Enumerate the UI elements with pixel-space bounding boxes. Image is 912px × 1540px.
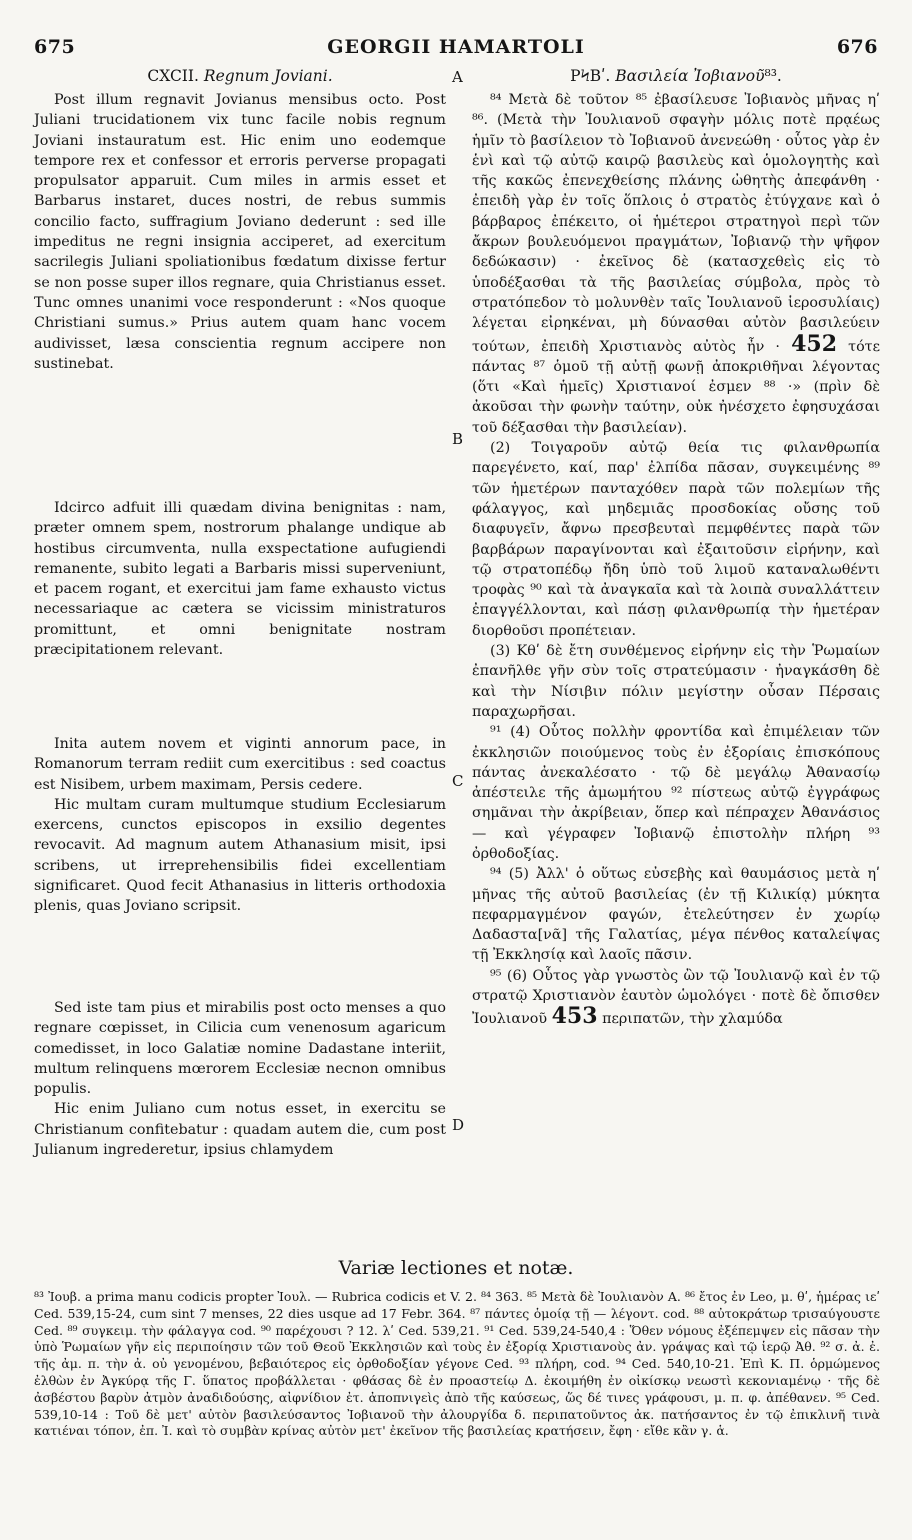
margin-letter-a: A bbox=[452, 68, 463, 86]
margin-letter-b: B bbox=[452, 430, 464, 448]
page-number-left: 675 bbox=[34, 36, 76, 58]
margin-letter-c: C bbox=[452, 772, 464, 790]
greek-paragraph-3: (3) Κθʹ δὲ ἔτη συνθέμενος εἰρήνην εἰς τὴν Ῥωμαίων ἐπανῆλθε γῆν σὺν τοῖς στρατεύμασιν · ἠναγκάσθη δὲ καὶ τὴν Νίσιβιν πόλιν μεγίστην οὖσαν Πέρσαις παραχωρῆσαι. bbox=[472, 643, 880, 720]
notes-title: Variæ lectiones et notæ. bbox=[338, 1257, 574, 1279]
greek-paragraph-6-b: περιπατῶν, τὴν χλαμύδα bbox=[602, 1011, 783, 1028]
pagination-marker-453: 453 bbox=[551, 1003, 598, 1030]
latin-paragraph-3: Inita autem novem et viginti annorum pace, in Romanorum terram rediit cum exercitibus : sed coactus est Nisibem, urbem maximam, Persis cedere. bbox=[34, 736, 446, 793]
latin-paragraph-6: Hic enim Juliano cum notus esset, in exercitu se Christianum confitebatur : quadam autem die, cum post Julianum ingrederetur, ipsius chlamydem bbox=[34, 1101, 446, 1159]
greek-paragraph-4: ⁹¹ (4) Οὗτος πολλὴν φροντίδα καὶ ἐπιμέλειαν τῶν ἐκκλησιῶν ποιούμενος τοὺς ἐν ἐξορίαις ἐπισκόπους πάντας ἀνεκαλέσατο · τῷ δὲ μεγάλῳ Ἀθανασίῳ ἀπέστειλε τῆς ἀμωμήτου ⁹² πίστεως αὐτῷ ἐγγράφως σημᾶναι τὴν ἀκρίβειαν, ὅπερ καὶ πέπραχεν Ἀθανάσιος — καὶ γέγραφεν Ἰοβιανῷ ἐπιστολὴν πλήρη ⁹³ ὀρθοδοξίας. bbox=[472, 724, 880, 862]
greek-section-number: ΡϞΒʹ. bbox=[570, 67, 611, 85]
greek-paragraph-2: (2) Τοιγαροῦν αὐτῷ θεία τις φιλανθρωπία παρεγένετο, καί, παρ' ἐλπίδα πᾶσαν, συγκειμένης ⁸⁹ τῶν ἡμετέρων πανταχόθεν παρὰ τῶν πολεμίων τῆς φάλαγγος, καὶ μηδεμιᾶς προσδοκίας οὔσης τοῦ διαφυγεῖν, ἄφνω πρεσβευταὶ πεμφθέντες παρὰ τῶν βαρβάρων παραγίνονται καὶ ἐξαιτοῦσιν εἰρήνην, καὶ τῷ στρατοπέδῳ ἤδη ὑπὸ τοῦ λιμοῦ καταναλωθέντι τροφὰς ⁹⁰ καὶ τὰ ἀναγκαῖα καὶ τὰ λοιπὰ συναλλάττειν ἐπαγγέλλονται, καὶ πάσῃ φιλανθρωπίᾳ τὴν ἡμετέραν διορθοῦσι προπέτειαν. bbox=[472, 440, 880, 639]
latin-section-number: CXCII. bbox=[147, 67, 199, 85]
margin-letter-d: D bbox=[452, 1116, 465, 1134]
greek-paragraph-6 bbox=[472, 966, 880, 1030]
running-header bbox=[34, 36, 878, 60]
latin-section-title bbox=[34, 66, 446, 86]
greek-section-note: ⁸³. bbox=[764, 67, 782, 85]
latin-paragraph-1: Post illum regnavit Jovianus mensibus octo. Post Juliani trucidationem vix tunc facile nobis regnum Joviani instauratum est. Hic enim uno eodemque tempore rex et confessor et erroris perverse propagati propulsator apparuit. Cum miles in armis esset et Barbarus instaret, duces nostri, de rebus summis concilio facto, suffragium Joviano dederunt : sed ille impeditus ne regni insignia acciperet, ad exercitum sacrilegis Juliani spoliationibus fœdatum dixisse fertur se non posse super illos regnare, quia Christianus esset. Tunc omnes unanimi voce responderunt : «Nos quoque Christiani sumus.» Prius autem quam hanc vocem audivisset, læsa conscientia regnum accipere non sustinebat. bbox=[34, 92, 446, 372]
greek-block bbox=[472, 90, 880, 1030]
pagination-marker-452: 452 bbox=[791, 330, 838, 357]
greek-paragraph-1-a: ⁸⁴ Μετὰ δὲ τοῦτον ⁸⁵ ἐβασίλευσε Ἰοβιανὸς μῆνας ηʹ ⁸⁶. (Μετὰ τὴν Ἰουλιανοῦ σφαγὴν μόλις ποτὲ πρᾳέως ἡμῖν τὸ βασίλειον τὸ Ἰοβιανοῦ ἀνενεώθη · οὗτος γὰρ ἐν ἑνὶ καὶ τῷ αὐτῷ καιρῷ βασιλεὺς καὶ ὁμολογητὴς καὶ τῆς κακῶς ἐπενεχθείσης πλάνης ὠθητὴς ἀπεφάνθη · ἐπειδὴ γὰρ ἐν τοῖς ὅπλοις ὁ στρατὸς ἐτύγχανε καὶ ὁ βάρβαρος ἐπέκειτο, οἱ ἡμέτεροι στρατηγοὶ περὶ τῶν ἄκρων βουλευόμενοι πραγμάτων, Ἰοβιανῷ τὴν ψῆφον δεδώκασιν) · ἐκεῖνος δὲ (κατασχεθεὶς εἰς τὸ ὑποδέξασθαι τὰ τῆς βασιλείας σύμβολα, πρὸς τὸ στρατόπεδον τὸ μολυνθὲν ταῖς Ἰουλιανοῦ ἱεροσυλίαις) λέγεται εἰρηκέναι, μὴ δύνασθαι αὐτὸν βασιλεύειν τούτων, ἐπειδὴ Χριστιανὸς αὐτὸς ἦν · bbox=[472, 92, 880, 355]
greek-column bbox=[472, 66, 880, 1252]
greek-section-title bbox=[472, 66, 880, 86]
latin-block-d bbox=[34, 998, 446, 1160]
running-title: GEORGII HAMARTOLI bbox=[327, 36, 585, 58]
latin-block-b bbox=[34, 498, 446, 660]
latin-paragraph-2: Idcirco adfuit illi quædam divina benignitas : nam, præter omnem spem, nostrorum phalange undique ab hostibus circumventa, nulla exspectatione aufugiendi remanente, subito legati a Barbaris missi superveniunt, et pacem rogant, et exercitui jam fame exhausto victus necessariaque ac cætera se vicissim ministraturos promittunt, et omni benignitate nostram præcipitationem relevant. bbox=[34, 500, 446, 659]
greek-paragraph-1 bbox=[472, 90, 880, 438]
greek-paragraph-6-a: ⁹⁵ (6) Οὗτος γὰρ γνωστὸς ὢν τῷ Ἰουλιανῷ καὶ ἐν τῷ στρατῷ Χριστιανὸν ἑαυτὸν ὡμολόγει · ποτὲ δὲ ὄπισθεν Ἰουλιανοῦ bbox=[472, 967, 880, 1028]
latin-section-name: Regnum Joviani. bbox=[203, 67, 333, 85]
latin-paragraph-4: Hic multam curam multumque studium Ecclesiarum exercens, cunctos episcopos in exsilio degentes revocavit. Ad magnum autem Athanasium misit, ipsi scribens, ut irreprehensibilis fidei excellentiam significaret. Quod fecit Athanasius in litteris orthodoxia plenis, quas Joviano scripsit. bbox=[34, 796, 446, 915]
latin-block-a bbox=[34, 90, 446, 374]
latin-paragraph-5: Sed iste tam pius et mirabilis post octo menses a quo regnare cœpisset, in Cilicia cum venenosum agaricum comedisset, in loco Galatiæ nomine Dadastane interiit, multum relinquens mœrorem Ecclesiæ necnon omnibus populis. bbox=[34, 1000, 446, 1098]
notes-text: ⁸³ Ἰουβ. a prima manu codicis propter Ἰουλ. — Rubrica codicis et V. 2. ⁸⁴ 363. ⁸⁵ Μετὰ δὲ Ἰουλιανὸν A. ⁸⁶ ἔτος ἐν Leo, μ. θʹ, ἡμέρας ιεʹ Ced. 539,15-24, cum sint 7 menses, 22 dies usque ad 17 Febr. 364. ⁸⁷ πάντες ὁμοίᾳ τῇ — λέγοντ. cod. ⁸⁸ αὐτοκράτωρ τρισαύγουστε Ced. ⁸⁹ συγκειμ. τὴν φάλαγγα cod. ⁹⁰ παρέχουσι ? 12. λʹ Ced. 539,21. ⁹¹ Ced. 539,24-540,4 : Ὅθεν νόμους ἐξέπεμψεν εἰς πᾶσαν τὴν ὑπὸ Ῥωμαίων γῆν εἰς περιποίησιν τῶν τοῦ Θεοῦ Ἐκκλησιῶν καὶ τοὺς ἐν ἐξορίᾳ Χριστιανοὺς ἀν. γράψας καὶ τῷ ἱερῷ Ἀθ. ⁹² σ. ἀ. ἐ. τῆς ἀμ. π. τὴν ἀ. οὐ γενομένου, βεβαιότερος εἰς ὀρθοδοξίαν γέγονε Ced. ⁹³ πλήρη, cod. ⁹⁴ Ced. 540,10-21. Ἐπὶ Κ. Π. ὁρμώμενος ἐλθὼν ἐν Ἀγκύρᾳ τῆς Γ. ὕπατος προβάλλεται · φθάσας δὲ ἐν προαστείῳ Δ. ἐκοιμήθη ἐν οἰκίσκῳ νεωστὶ κεκονιαμένῳ · τῆς δὲ ἀσβέστου βαρὺν ἀτμὸν ἀναδιδούσης, αἰφνίδιον ἐτ. ἀποπνιγεὶς ἀπὸ τῆς καύσεως, ὥς δέ τινες γράφουσι, μ. π. φ. ἀπέθανεν. ⁹⁵ Ced. 539,10-14 : Τοῦ δὲ μετ' αὐτὸν βασιλεύσαντος Ἰοβιανοῦ τὴν ἀλουργίδα δ. περιπατοῦντος ἀκ. πατήσαντος ἐν τῷ ἐπικλινῆ τινὰ κατιέναι τόπον, ἐπ. Ἰ. καὶ τὸ συμβὰν κρίνας αὐτὸν μετ' ἐκεῖνον τῆς βασιλείας κρατήσειν, ἔφη · εἴθε κἂν γ. ἁ. bbox=[34, 1289, 880, 1439]
latin-block-c bbox=[34, 734, 446, 917]
greek-section-name: Βασιλεία Ἰοβιανοῦ bbox=[615, 67, 765, 85]
greek-paragraph-1-b: τότε πάντας ⁸⁷ ὁμοῦ τῇ αὐτῇ φωνῇ ἀποκριθῆναι λέγοντας (ὅτι «Καὶ ἡμεῖς) Χριστιανοί ἐσμεν ⁸⁸ ·» (πρὶν δὲ ἀκοῦσαι τὴν φωνὴν ταύτην, οὐκ ἠνέσχετο ἐφησυχάσαι τοῦ δέξασθαι τὴν βασιλείαν). bbox=[472, 338, 880, 436]
latin-column bbox=[34, 66, 446, 1252]
greek-paragraph-5: ⁹⁴ (5) Ἀλλ' ὁ οὕτως εὐσεβὴς καὶ θαυμάσιος μετὰ ηʹ μῆνας τῆς αὐτοῦ βασιλείας (ἐν τῇ Κιλικίᾳ) μύκητα πεφαρμαγμένον φαγών, ἐτελεύτησεν ἐν χωρίῳ Δαδαστα[νᾶ] τῆς Γαλατίας, μέγα πένθος καταλείψας τῇ Ἐκκλησίᾳ καὶ λαοῖς πᾶσιν. bbox=[472, 866, 880, 964]
critical-apparatus bbox=[34, 1289, 880, 1440]
page-number-right: 676 bbox=[836, 36, 878, 58]
